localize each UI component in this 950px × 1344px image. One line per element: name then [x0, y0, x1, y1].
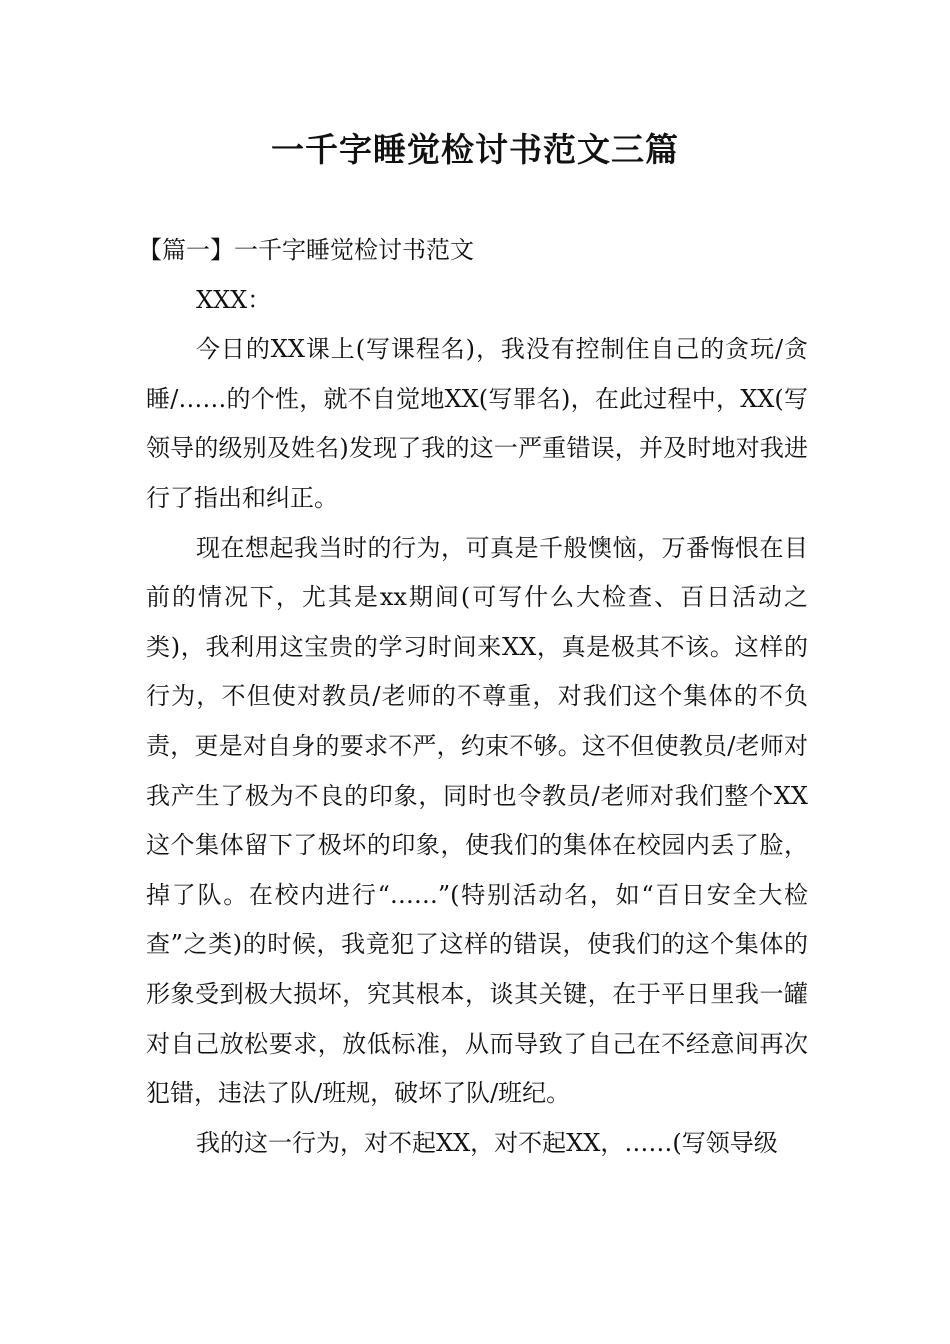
section-heading: 【篇一】一千字睡觉检讨书范文	[138, 236, 474, 264]
salutation: XXX：	[196, 285, 272, 314]
body-paragraph-3: 我的这一行为，对不起XX，对不起XX，……(写领导级	[196, 1128, 778, 1157]
body-paragraph-1: 今日的XX课上(写课程名)，我没有控制住自己的贪玩/贪睡/……的个性，就不自觉地XX(写罪名)，在此过程中，XX(写领导的级别及姓名)发现了我的这一严重错误，并及时地对我进行了指出和纠正。	[146, 335, 808, 512]
document-body	[138, 226, 808, 1168]
document-title: 一千字睡觉检讨书范文三篇	[271, 130, 679, 169]
body-paragraph-2: 现在想起我当时的行为，可真是千般懊恼，万番悔恨在目前的情况下，尤其是xx期间(可写什么大检查、百日活动之类)，我利用这宝贵的学习时间来XX，真是极其不该。这样的行为，不但使对教员/老师的不尊重，对我们这个集体的不负责，更是对自身的要求不严，约束不够。这不但使教员/老师对我产生了极为不良的印象，同时也令教员/老师对我们整个XX这个集体留下了极坏的印象，使我们的集体在校园内丢了脸，掉了队。在校内进行“……”(特别活动名，如“百日安全大检查”之类)的时候，我竟犯了这样的错误，使我们的这个集体的形象受到极大损坏，究其根本，谈其关键，在于平日里我一罐对自己放松要求，放低标准，从而导致了自己在不经意间再次犯错，违法了队/班规，破坏了队/班纪。	[146, 533, 808, 1108]
